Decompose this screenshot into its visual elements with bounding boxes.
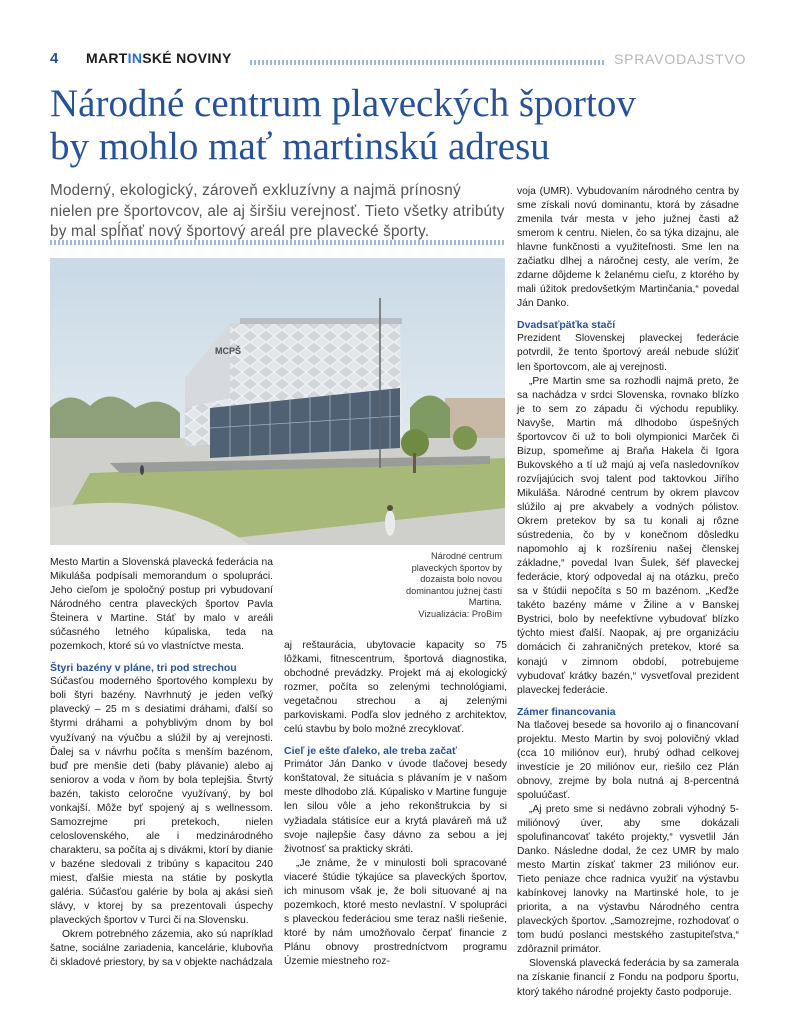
paragraph: Primátor Ján Danko v úvode tlačovej besedy konštatoval, že situácia s plávaním je v našom meste dlhodobo zlá. Kúpalisko v Martine funguje len silou vôle a jeho rekonštrukcia by si vyžiadala státisíce eur a krytá plaváreň má už svoje najlepšie časy dávno za sebou a jej životnosť sa prakticky skráti. [284, 759, 507, 855]
paragraph: Slovenská plavecká federácia by sa zamerala na získanie financií z Fondu na podporu športu, ktorý takého národné projekty často podporuje. [517, 958, 739, 998]
caption-line: Národné centrum [431, 551, 502, 561]
paragraph: Na tlačovej besede sa hovorilo aj o financovaní projektu. Mesto Martin by svoj polovičný vklad (cca 10 miliónov eur), hrubý odhad celkovej investície je 20 miliónov eur, riešilo cez Plán obnovy, zrejme by bola nutná aj 8-percentná spoluúčasť. [517, 719, 739, 801]
section-label: SPRAVODAJSTVO [614, 51, 747, 67]
caption-line: dominantou južnej časti [405, 585, 502, 596]
title-line-2: by mohlo mať martinskú adresu [50, 125, 550, 168]
caption-line: Martina. [468, 597, 502, 608]
brand-highlight: IN [127, 50, 143, 66]
article-lead: Moderný, ekologický, zároveň exkluzívny a najmä prínosný nielen pre športovcov, ale aj širšiu verejnosť. Tieto všetky atribúty by mal spĺňať nový športový areál pre plavecké športy. [50, 182, 505, 240]
subheading-zamer-financovania: Zámer financovania [517, 705, 616, 718]
brand-part-a: MART [86, 50, 128, 66]
article-title [50, 82, 750, 168]
header-dotted-rule [250, 60, 605, 65]
paragraph: aj reštaurácia, ubytovacie kapacity so 75 lôžkami, fitnescentrum, športová diagnostika, obchodné prevádzky. Projekt má aj ekologický rozmer, počíta so zelenými technológiami, vegetačnou strechou a aj zelenými parkoviskami. Podľa slov jedného z architektov, celú stavbu by bolo možné zrecyklovať. [284, 640, 507, 736]
photo-caption [385, 551, 502, 621]
newspaper-brand [86, 50, 232, 66]
paragraph: „Aj preto sme si nedávno zobrali výhodný 5-miliónový úver, aby sme dokázali spolufinancovať takéto projekty,“ vysvetlil Ján Danko. Následne dodal, že cez UMR by malo mesto Martin získať takmer 23 miliónov eur. Tieto peniaze chce radnica využiť na výstavbu kabínkovej lanovky na Martinské hole, to je priorita, a na výstavbu Národného centra plaveckých športov. „Samozrejme, rozhodovať o tom budú poslanci mestského zastupiteľstva,“ zdôraznil primátor. [517, 803, 739, 956]
article-column-2 [284, 639, 507, 969]
paragraph: Súčasťou moderného športového komplexu by boli štyri bazény. Navrhnutý je jeden veľký plavecký – 25 m s desiatimi dráhami, ďalší so štyrmi dráhami a pohyblivým dnom by bol využívaný na výučbu a slúžil by aj verejnosti. Ďalej sa v návrhu počíta s menším bazénom, buď pre menšie deti (baby plávanie) alebo aj seniorov a voda v ňom by bola teplejšia. Štvrtý bazén, takisto celoročne využívaný, by bol vonkajší. Môže byť spojený aj s wellnessom. Samozrejme pri pretekoch, nielen celoslovenského, ale i medzinárodného charakteru, sa počíta aj s divákmi, ktorí by dianie v bazéne sledovali z tribúny s kapacitou 240 miest, ďalšie miesta na státie by poskytla galéria. Súčasťou galérie by bola aj akási sieň slávy, v ktorej by sa prezentovali úspechy plaveckých športov v Turci či na Slovensku. [50, 676, 273, 927]
caption-credit: Vizualizácia: ProBim [418, 608, 502, 619]
building-sign: MCPŠ [215, 346, 242, 356]
paragraph: Okrem potrebného zázemia, ako sú napríklad šatne, sociálne zariadenia, kancelárie, klubovňa či skladové priestory, by sa v objekte nachádzala [50, 929, 273, 969]
paragraph: voja (UMR). Vybudovaním národného centra by sme získali novú dominantu, ktorá by zásadne zmenila tvár mesta v jeho južnej časti až smerom k centru. Nielen, čo sa týka dizajnu, ale hlavne funkčnosti a využiteľnosti. Sme len na začiatku dlhej a náročnej cesty, ale verím, že zdarne dôjdeme k želanému cieľu, z ktorého by mali úžitok predovšetkým Martinčania,“ povedal Ján Danko. [517, 186, 739, 310]
brand-part-b: SKÉ NOVINY [142, 50, 232, 66]
title-line-1: Národné centrum plaveckých športov [50, 82, 636, 125]
caption-line: dozaista bolo novou [420, 574, 502, 585]
caption-line: plaveckých športov by [411, 562, 502, 573]
paragraph: Prezident Slovenskej plaveckej federácie potvrdil, že tento športový areál nebude slúžiť len športovcom, ale aj verejnosti. [517, 333, 739, 373]
subheading-styri-bazeny: Štyri bazény v pláne, tri pod strechou [50, 662, 237, 675]
paragraph: „Je známe, že v minulosti boli spracované viaceré štúdie týkajúce sa plaveckých športov, ich minusom však je, že boli situované aj na pozemkoch, ktoré mesto nevlastní. V spolupráci s plaveckou federáciou sme teraz našli riešenie, ktoré by nám umožňovalo čerpať financie z Plánu obnovy prostredníctvom programu Územie miestneho roz- [284, 857, 507, 967]
article-column-3 [517, 185, 739, 1000]
intro-paragraph: Mesto Martin a Slovenská plavecká federácia na Mikuláša podpísali memorandum o spolupráci. Jeho cieľom je spoločný postup pri vybudovaní Národného centra plaveckých športov Pavla Šteinera v Martine. Stáť by malo v areáli súčasného letného kúpaliska, teda na pozemkoch, ktoré sú vo vlastníctve mesta. [50, 557, 273, 653]
page-number: 4 [50, 50, 59, 67]
lead-dotted-rule [50, 240, 505, 245]
paragraph: „Pre Martin sme sa rozhodli najmä preto, že sa nachádza v srdci Slovenska, rovnako blízko je to sem zo západu či východu republiky. Navyše, Martin má dlhodobo úspešných športovcov či už to boli olympionici Marček či Bizup, spomeňme aj Braňa Hakela či Igora Bukovského a tí už majú aj veľa nasledovníkov rozvíjajúcich svoj talent pod taktovkou Jiřího Mikuláša. Národné centrum by okrem plavcov slúžilo aj pre akvabely a vodných pólistov. Okrem pretekov by sa tu konali aj rôzne sústredenia, čo by v konečnom dôsledku napomohlo aj k rozšíreniu našej členskej základne,“ povedal Ivan Šulek, šéf plaveckej federácie, ktorý odpovedal aj na otázku, prečo sa v štúdii nepočíta s 50 m bazénom. „Keďže takéto bazény máme v Žiline a v Banskej Bystrici, bolo by neefektívne vybudovať blízko týchto miest ďalší. Naopak, aj pre organizáciu domácich či zahraničných pretekov, ktoré sa konajú v zimnom období, potrebujeme vybudovať krátky bazén,“ vysvetľoval prezident plaveckej federácie. [517, 375, 739, 696]
building-visualization [50, 258, 505, 545]
subheading-ciel: Cieľ je ešte ďaleko, ale treba začať [284, 745, 458, 758]
subheading-dvadsatpatka: Dvadsaťpäťka stačí [517, 319, 616, 332]
article-column-1 [50, 556, 273, 970]
